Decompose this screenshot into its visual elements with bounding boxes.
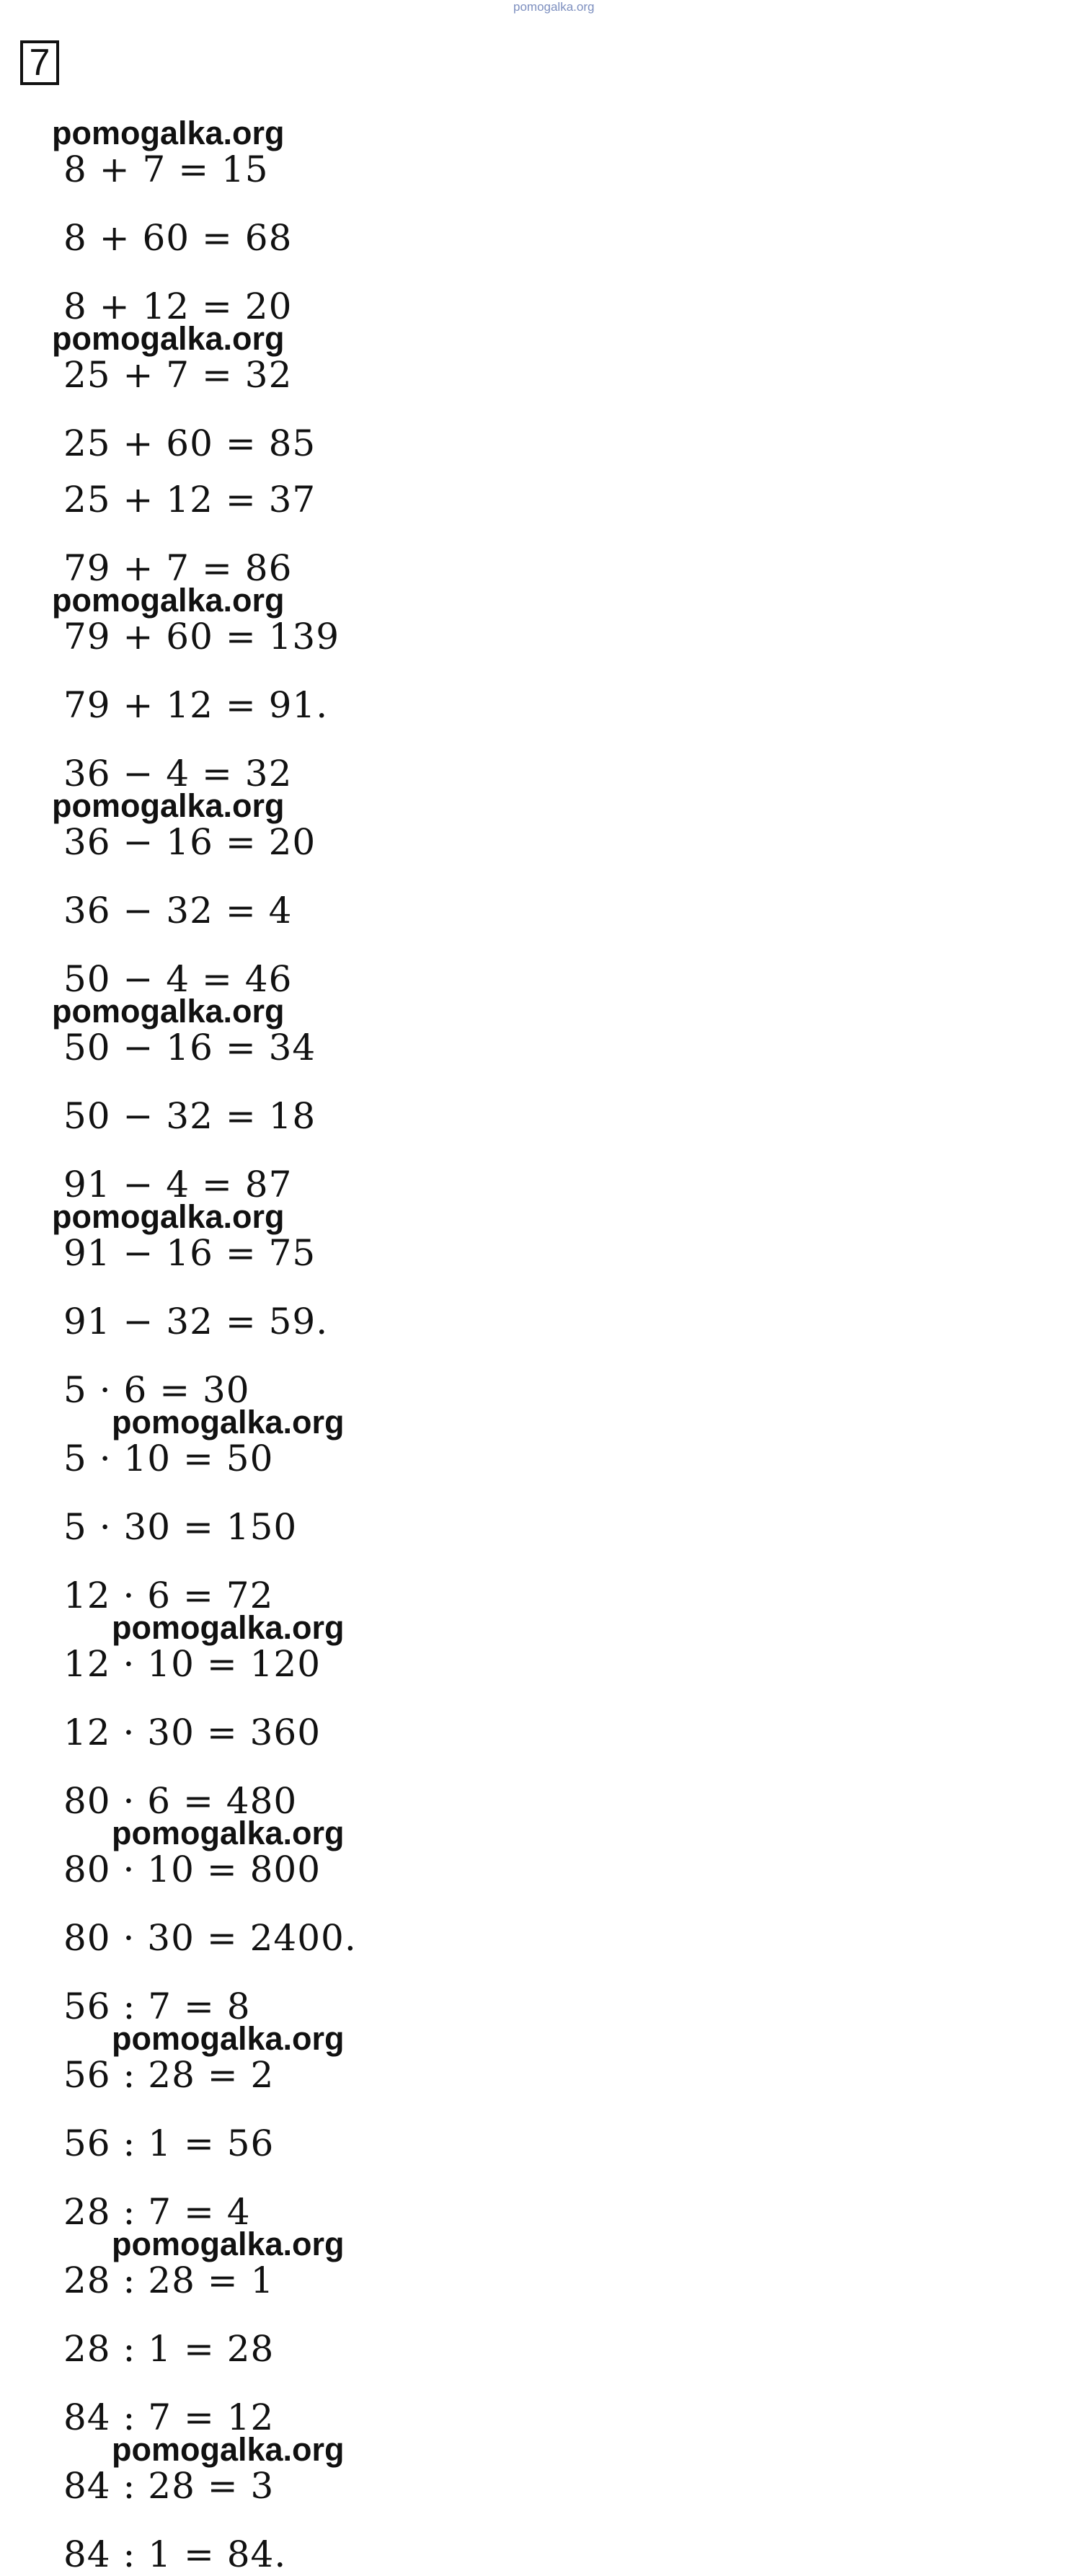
equation-32: 28 : 28 = 1 <box>63 2259 275 2301</box>
equation-12: 36 − 32 = 4 <box>63 890 293 931</box>
equation-9: 79 + 12 = 91. <box>63 684 329 726</box>
task-number-box: 7 <box>20 40 59 85</box>
watermark-label-4: pomogalka.org <box>52 787 285 824</box>
watermark-label-8: pomogalka.org <box>112 1609 345 1646</box>
equation-2: 8 + 60 = 68 <box>63 217 293 259</box>
watermark-label-2: pomogalka.org <box>52 320 285 357</box>
equation-10: 36 − 4 = 32 <box>63 753 293 795</box>
equation-14: 50 − 16 = 34 <box>63 1027 316 1068</box>
equation-26: 80 · 10 = 800 <box>63 1849 322 1890</box>
watermark-label-6: pomogalka.org <box>52 1198 285 1235</box>
equation-13: 50 − 4 = 46 <box>63 958 293 1000</box>
equation-23: 12 · 10 = 120 <box>63 1643 322 1685</box>
watermark-label-9: pomogalka.org <box>112 1815 345 1851</box>
equation-34: 84 : 7 = 12 <box>63 2396 275 2438</box>
equation-24: 12 · 30 = 360 <box>63 1712 322 1753</box>
equation-36: 84 : 1 = 84. <box>63 2533 287 2575</box>
equation-27: 80 · 30 = 2400. <box>63 1917 357 1959</box>
equation-31: 28 : 7 = 4 <box>63 2191 251 2233</box>
equation-15: 50 − 32 = 18 <box>63 1095 316 1137</box>
equation-28: 56 : 7 = 8 <box>63 1986 251 2027</box>
watermark-label-11: pomogalka.org <box>112 2226 345 2262</box>
site-watermark: pomogalka.org <box>513 0 595 14</box>
equation-4: 25 + 7 = 32 <box>63 354 293 396</box>
equation-17: 91 − 16 = 75 <box>63 1232 316 1274</box>
equation-16: 91 − 4 = 87 <box>63 1164 293 1205</box>
equation-29: 56 : 28 = 2 <box>63 2054 275 2096</box>
equation-11: 36 − 16 = 20 <box>63 821 316 863</box>
watermark-label-1: pomogalka.org <box>52 115 285 151</box>
equation-18: 91 − 32 = 59. <box>63 1301 329 1342</box>
equation-33: 28 : 1 = 28 <box>63 2328 275 2370</box>
equation-3: 8 + 12 = 20 <box>63 286 293 327</box>
watermark-label-5: pomogalka.org <box>52 993 285 1030</box>
equation-21: 5 · 30 = 150 <box>63 1506 298 1548</box>
equation-30: 56 : 1 = 56 <box>63 2123 275 2164</box>
equation-22: 12 · 6 = 72 <box>63 1575 274 1616</box>
watermark-label-7: pomogalka.org <box>112 1404 345 1440</box>
equation-35: 84 : 28 = 3 <box>63 2465 275 2507</box>
equation-8: 79 + 60 = 139 <box>63 616 340 658</box>
equation-6: 25 + 12 = 37 <box>63 479 316 521</box>
watermark-label-12: pomogalka.org <box>112 2431 345 2468</box>
equation-5: 25 + 60 = 85 <box>63 422 316 464</box>
watermark-label-3: pomogalka.org <box>52 582 285 619</box>
equation-20: 5 · 10 = 50 <box>63 1438 274 1479</box>
equation-25: 80 · 6 = 480 <box>63 1780 298 1822</box>
equation-7: 79 + 7 = 86 <box>63 547 293 589</box>
equation-1: 8 + 7 = 15 <box>63 149 269 190</box>
equation-19: 5 · 6 = 30 <box>63 1369 250 1411</box>
watermark-label-10: pomogalka.org <box>112 2020 345 2057</box>
